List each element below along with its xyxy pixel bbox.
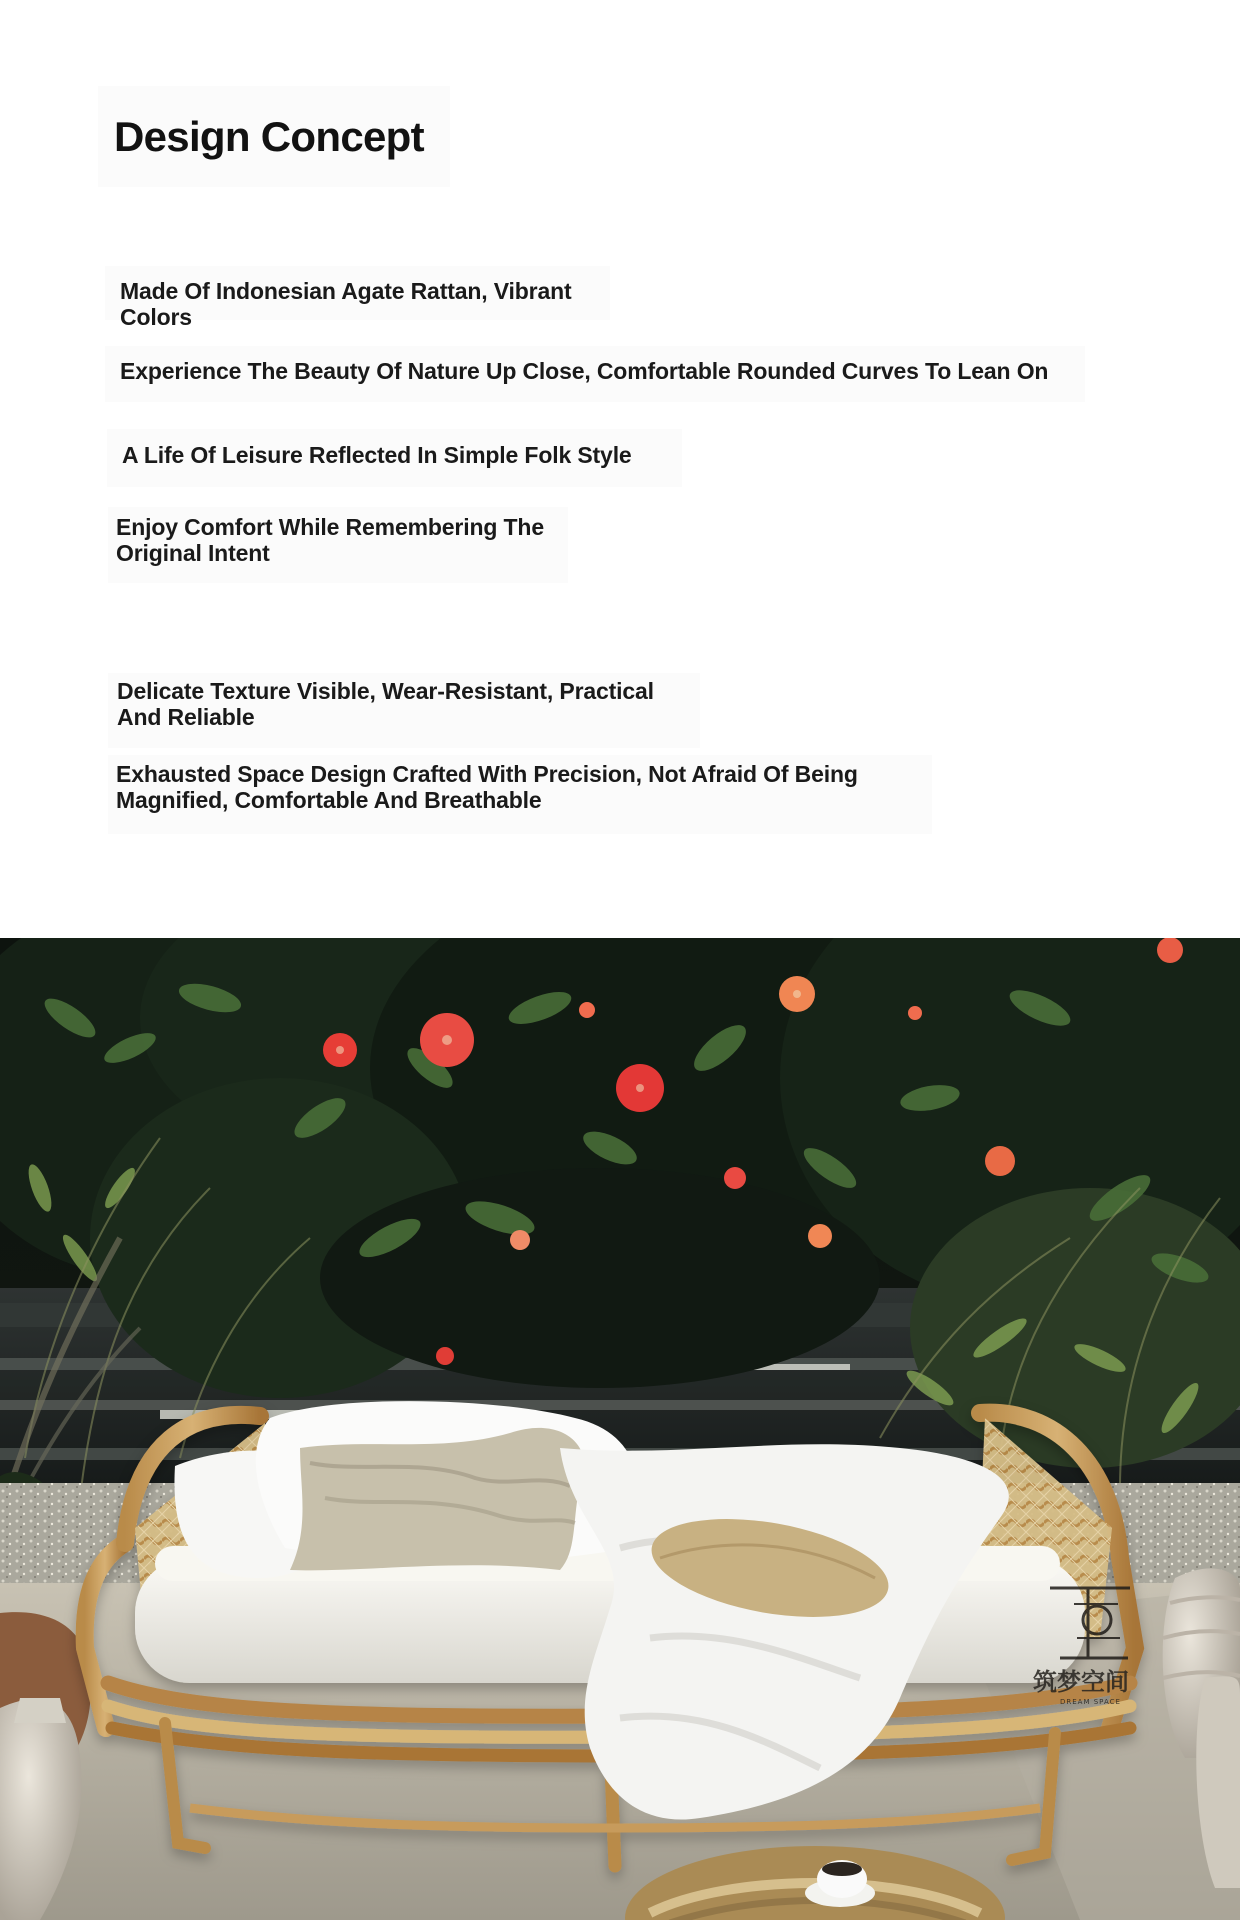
page-title: Design Concept: [114, 112, 424, 160]
feature-text-5: Delicate Texture Visible, Wear-Resistant, Practical And Reliable: [108, 673, 700, 748]
rattan-daybed-garden-illustration: [0, 938, 1240, 1920]
rattan-daybed-photo: [0, 938, 1240, 1920]
feature-text-4: Enjoy Comfort While Remembering The Original Intent: [108, 507, 568, 583]
feature-text-1: Made Of Indonesian Agate Rattan, Vibrant Colors: [105, 266, 610, 320]
watermark-chinese-text: 筑梦空间: [1033, 1668, 1129, 1696]
feature-text-3: A Life Of Leisure Reflected In Simple Folk Style: [107, 429, 682, 487]
feature-text-6: Exhausted Space Design Crafted With Precision, Not Afraid Of Being Magnified, Comfortable And Breathable: [108, 755, 932, 834]
watermark-english-text: DREAM SPACE: [1060, 1698, 1121, 1706]
feature-text-2: Experience The Beauty Of Nature Up Close, Comfortable Rounded Curves To Lean On: [105, 346, 1085, 402]
design-concept-title-box: [98, 86, 450, 187]
